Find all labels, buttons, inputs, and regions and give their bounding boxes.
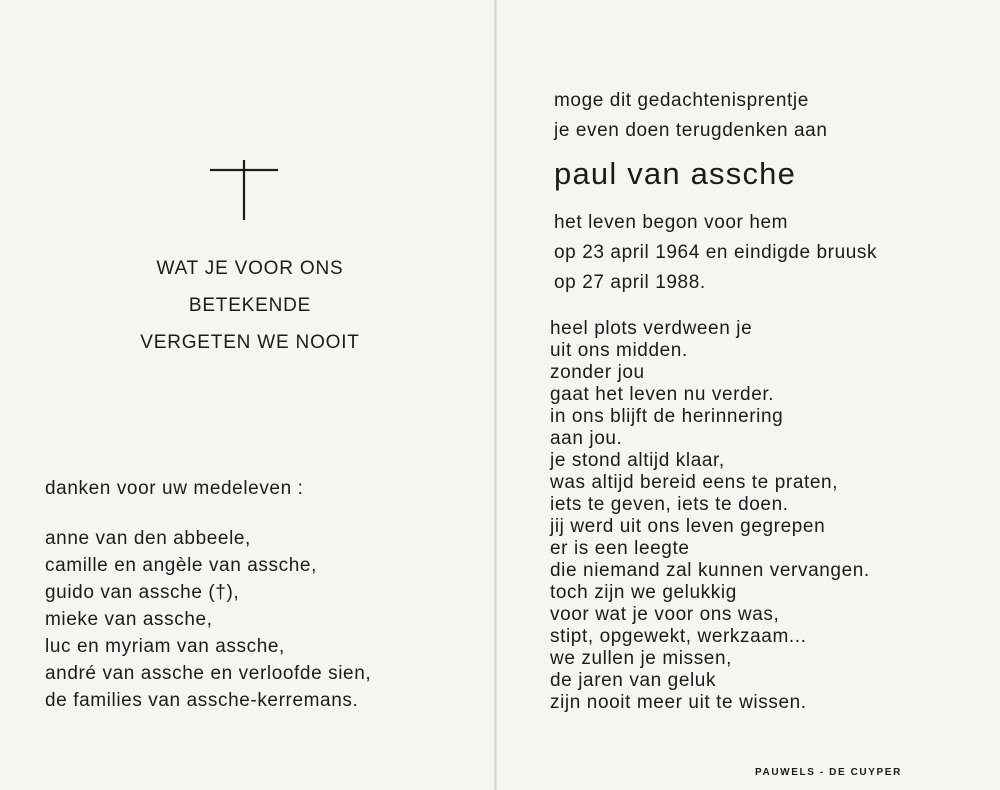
left-page bbox=[0, 0, 494, 790]
poem-line: uit ons midden. bbox=[550, 340, 688, 361]
poem-line: iets te geven, iets te doen. bbox=[550, 494, 789, 515]
family-list bbox=[45, 525, 371, 714]
family-member: anne van den abbeele, bbox=[45, 528, 251, 549]
poem-line: die niemand zal kunnen vervangen. bbox=[550, 560, 870, 581]
intro-line: moge dit gedachtenisprentje bbox=[554, 90, 809, 111]
life-line: het leven begon voor hem bbox=[554, 212, 789, 233]
poem-line: zijn nooit meer uit te wissen. bbox=[550, 692, 807, 713]
family-member: mieke van assche, bbox=[45, 609, 213, 630]
poem-line: gaat het leven nu verder. bbox=[550, 384, 775, 405]
poem-line: was altijd bereid eens te praten, bbox=[550, 472, 839, 493]
poem-line: jij werd uit ons leven gegrepen bbox=[550, 516, 826, 537]
poem-line: aan jou. bbox=[550, 428, 623, 449]
life-line: op 27 april 1988. bbox=[554, 272, 706, 293]
thanks-heading: danken voor uw medeleven : bbox=[45, 478, 304, 499]
life-line: op 23 april 1964 en eindigde bruusk bbox=[554, 242, 878, 263]
deceased-name: paul van assche bbox=[554, 156, 797, 191]
poem-line: je stond altijd klaar, bbox=[550, 450, 725, 471]
life-dates bbox=[554, 208, 877, 298]
intro-line: je even doen terugdenken aan bbox=[554, 120, 828, 141]
poem-line: we zullen je missen, bbox=[550, 648, 733, 669]
intro-text bbox=[554, 86, 828, 146]
poem bbox=[550, 318, 870, 714]
poem-line: in ons blijft de herinnering bbox=[550, 406, 784, 427]
right-page bbox=[497, 0, 1000, 790]
poem-line: zonder jou bbox=[550, 362, 645, 383]
poem-line: er is een leegte bbox=[550, 538, 690, 559]
motto-line: BETEKENDE bbox=[188, 295, 312, 316]
family-member: luc en myriam van assche, bbox=[45, 636, 285, 657]
family-member: andré van assche en verloofde sien, bbox=[45, 663, 372, 684]
family-member: de families van assche-kerremans. bbox=[45, 690, 359, 711]
poem-line: de jaren van geluk bbox=[550, 670, 717, 691]
printer-credit: PAUWELS - DE CUYPER bbox=[755, 767, 902, 778]
motto-line: WAT JE VOOR ONS bbox=[156, 258, 344, 279]
family-member: camille en angèle van assche, bbox=[45, 555, 317, 576]
poem-line: voor wat je voor ons was, bbox=[550, 604, 780, 625]
poem-line: heel plots verdween je bbox=[550, 318, 753, 339]
cross-icon bbox=[210, 160, 278, 220]
motto bbox=[100, 250, 400, 361]
poem-line: toch zijn we gelukkig bbox=[550, 582, 737, 603]
family-member: guido van assche (†), bbox=[45, 582, 240, 603]
poem-line: stipt, opgewekt, werkzaam... bbox=[550, 626, 807, 647]
motto-line: VERGETEN WE NOOIT bbox=[140, 332, 360, 353]
